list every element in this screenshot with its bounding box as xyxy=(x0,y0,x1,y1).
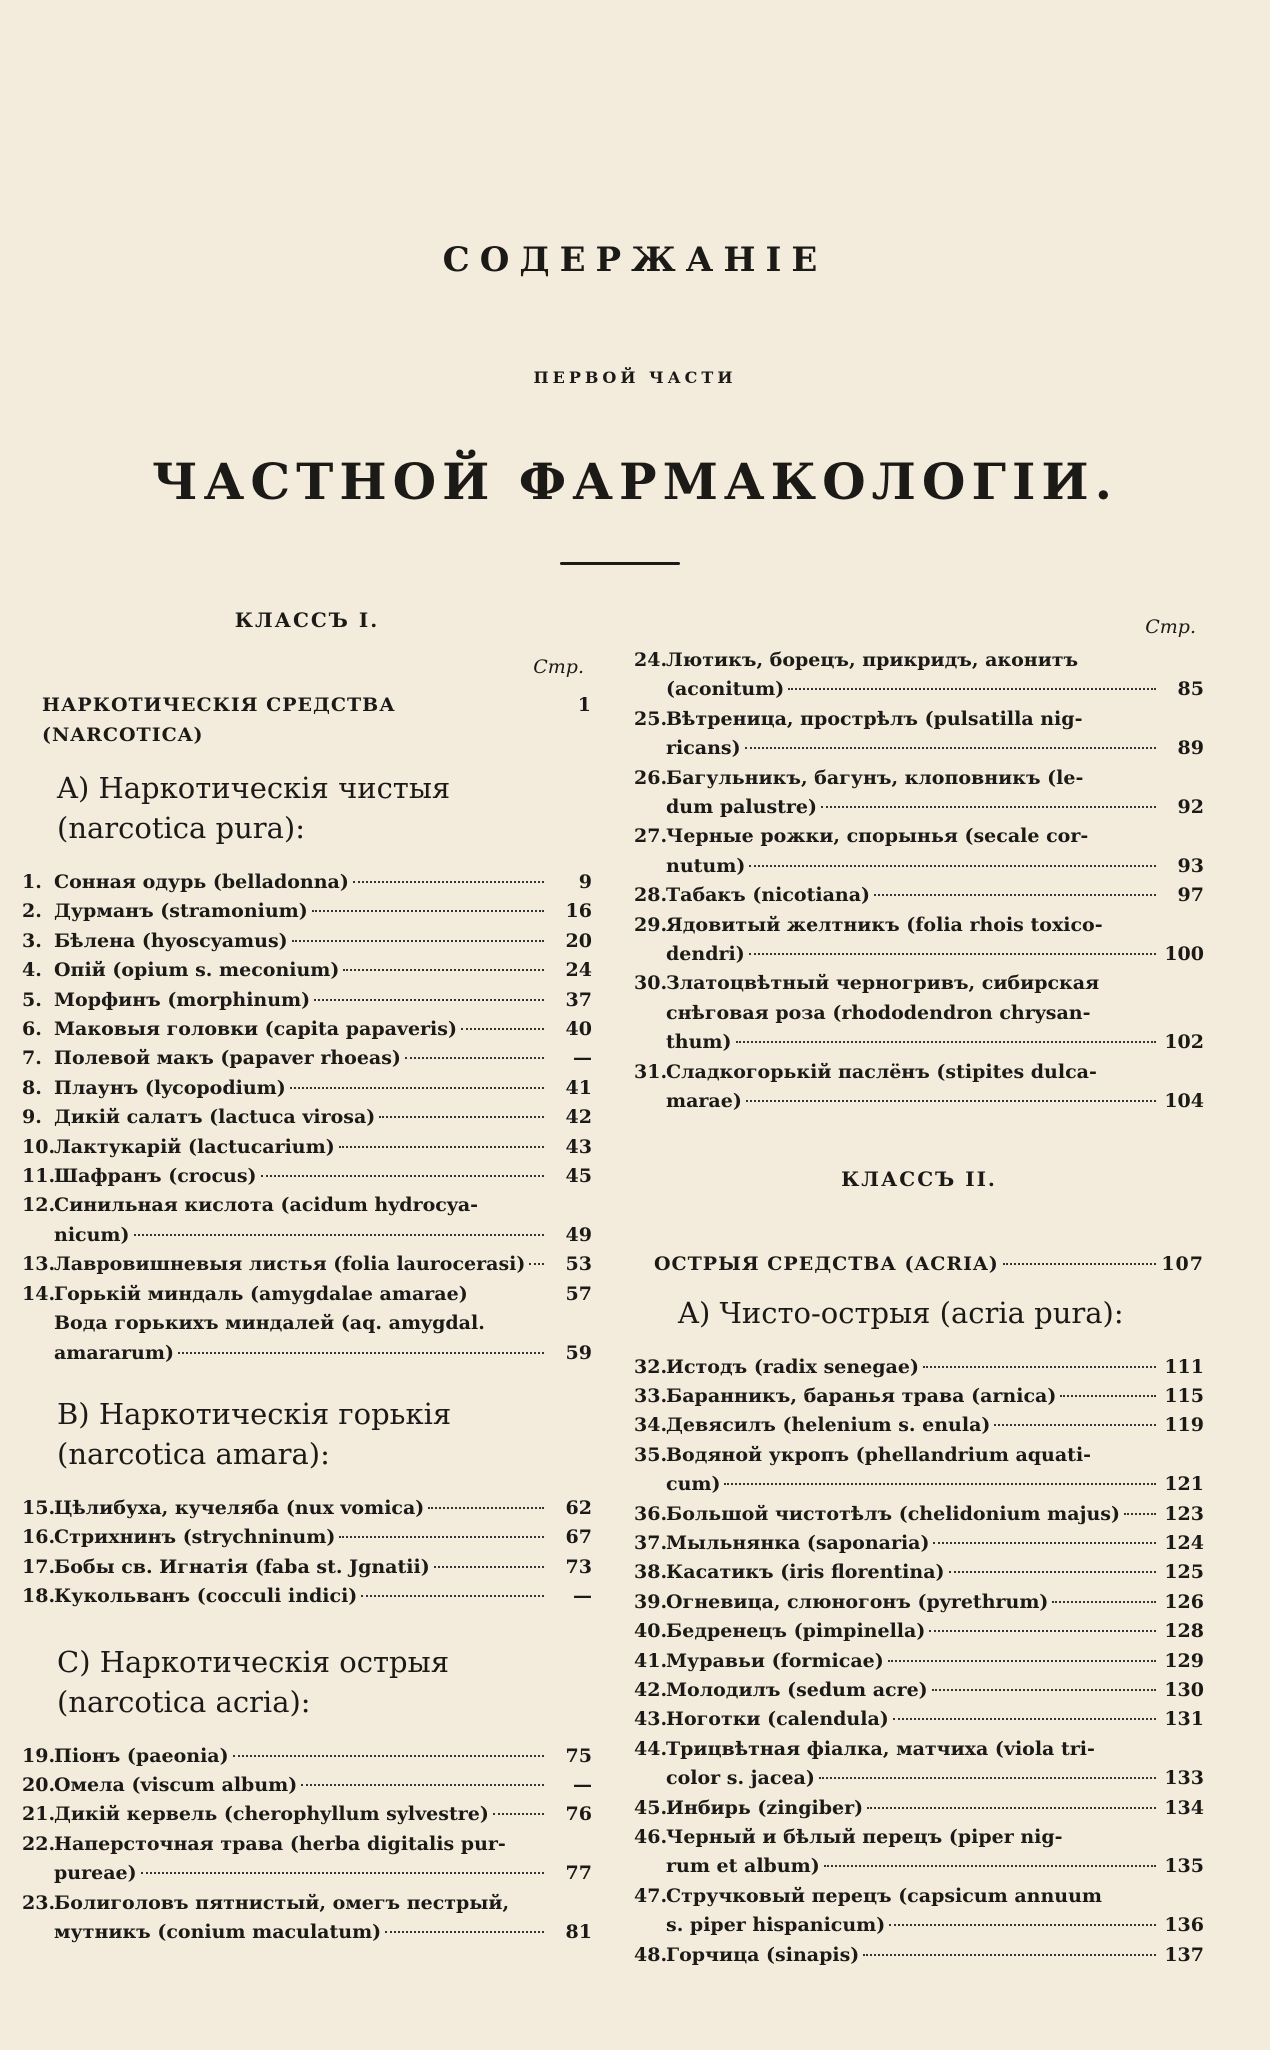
section-heading[interactable] xyxy=(42,690,592,750)
entry-page: 89 xyxy=(1177,737,1204,760)
entry-number: 20. xyxy=(22,1773,56,1796)
entry-page: 135 xyxy=(1164,1855,1204,1878)
toc-entry[interactable]: 35. Водяной укропъ (phellandrium aquati- cum) 121 xyxy=(634,1441,1204,1500)
class-heading: КЛАССЪ II. xyxy=(841,1166,997,1191)
entry-page: 59 xyxy=(565,1341,592,1364)
entry-text: Дурманъ (stramonium) xyxy=(54,900,308,923)
entry-text: Стрихнинъ (strychninum) xyxy=(54,1526,336,1549)
entry-text: Баранникъ, баранья трава (arnica) xyxy=(666,1384,1057,1407)
entry-number: 18. xyxy=(22,1585,56,1608)
entry-page: 123 xyxy=(1164,1502,1204,1525)
page-subtitle: ПЕРВОЙ ЧАСТИ xyxy=(533,368,737,387)
entry-text: Дикій салатъ (lactuca virosa) xyxy=(54,1106,376,1129)
entry-number: 16. xyxy=(22,1526,56,1549)
toc-entry[interactable]: 44. Трицвѣтная фіалка, матчиха (viola tri- color s. jacea) 133 xyxy=(634,1735,1204,1794)
entry-number: 6. xyxy=(22,1018,42,1041)
entry-page: 97 xyxy=(1177,884,1204,907)
entry-text: Багульникъ, багунъ, клоповникъ (le- xyxy=(666,766,1084,789)
toc-entry[interactable] xyxy=(634,1588,1204,1617)
toc-entry[interactable] xyxy=(634,1617,1204,1646)
entry-text: Муравьи (formicae) xyxy=(666,1649,884,1672)
toc-entry[interactable] xyxy=(634,1529,1204,1558)
entry-number: 38. xyxy=(634,1561,668,1584)
entry-text: Цѣлибуха, кучеляба (nux vomica) xyxy=(54,1496,425,1519)
subsection-heading: C) Наркотическія острыя (narcotica acria): xyxy=(57,1644,449,1719)
entry-number: 40. xyxy=(634,1620,668,1643)
toc-entry[interactable] xyxy=(22,1553,592,1582)
toc-entry[interactable] xyxy=(634,1382,1204,1411)
toc-entry[interactable]: 24. Лютикъ, борецъ, прикридъ, аконитъ (aconitum) 85 xyxy=(634,646,1204,705)
entry-number: 24. xyxy=(634,649,668,671)
toc-entry[interactable]: 28. Табакъ (nicotiana) 97 xyxy=(634,881,1204,910)
toc-entry[interactable]: 46. Черный и бѣлый перецъ (piper nig- rum et album) 135 xyxy=(634,1823,1204,1882)
entry-text: Полевой макъ (papaver rhoeas) xyxy=(54,1047,401,1070)
entry-page: 77 xyxy=(565,1862,592,1885)
toc-entry[interactable]: 12. Синильная кислота (acidum hydrocya- nicum) 49 xyxy=(22,1191,592,1250)
entry-text: Лютикъ, борецъ, прикридъ, аконитъ xyxy=(666,649,1079,671)
entry-page: 76 xyxy=(565,1803,592,1826)
entry-text: Ноготки (calendula) xyxy=(666,1708,889,1731)
toc-entry[interactable]: 25. Вѣтреница, прострѣлъ (pulsatilla nig- ricans) 89 xyxy=(634,705,1204,764)
entry-page: 93 xyxy=(1177,854,1204,877)
toc-left-column xyxy=(22,600,592,1947)
entry-page: 41 xyxy=(565,1076,592,1099)
entry-page: 62 xyxy=(565,1496,592,1519)
entry-page: 128 xyxy=(1164,1620,1204,1643)
entry-text: Большой чистотѣлъ (chelidonium majus) xyxy=(666,1502,1120,1525)
entry-text: Огневица, слюногонъ (pyrethrum) xyxy=(666,1590,1049,1613)
entry-page: 137 xyxy=(1164,1943,1204,1966)
entry-page: 125 xyxy=(1164,1561,1204,1584)
entry-number: 8. xyxy=(22,1076,42,1099)
entry-page: 53 xyxy=(565,1253,592,1276)
entry-text: Табакъ (nicotiana) xyxy=(666,884,871,907)
entry-page: 40 xyxy=(565,1018,592,1041)
entry-text: Бобы св. Игнатія (faba st. Jgnatii) xyxy=(54,1555,430,1578)
entry-page: 100 xyxy=(1164,943,1204,966)
entry-text: Дикій кервель (cherophyllum sylvestre) xyxy=(54,1803,489,1826)
entry-text: Касатикъ (iris florentina) xyxy=(666,1561,945,1584)
entry-number: 37. xyxy=(634,1531,668,1554)
ornament-divider xyxy=(560,562,680,565)
toc-entry[interactable] xyxy=(634,1353,1204,1382)
entry-number: 15. xyxy=(22,1496,56,1519)
entry-page: 42 xyxy=(565,1106,592,1129)
entry-number: 43. xyxy=(634,1708,668,1731)
section-label: ОСТРЫЯ СРЕДСТВА (ACRIA) xyxy=(654,1252,999,1275)
entry-number: 19. xyxy=(22,1744,56,1767)
entry-page: — xyxy=(573,1047,592,1070)
entry-text: Шафранъ (crocus) xyxy=(54,1165,257,1188)
entry-number: 25. xyxy=(634,707,668,730)
toc-entry[interactable] xyxy=(634,1558,1204,1587)
toc-entry[interactable] xyxy=(22,1133,592,1162)
toc-entry[interactable] xyxy=(22,1771,592,1800)
entry-page: 129 xyxy=(1164,1649,1204,1672)
entry-text: Бѣлена (hyoscyamus) xyxy=(54,929,288,952)
entry-page: 126 xyxy=(1164,1590,1204,1613)
entry-page: 111 xyxy=(1164,1355,1204,1378)
section-page: 1 xyxy=(577,694,592,716)
entry-text: Мыльнянка (saponaria) xyxy=(666,1531,930,1554)
entry-page: 37 xyxy=(565,988,592,1011)
entry-number: 33. xyxy=(634,1384,668,1407)
entry-number: 34. xyxy=(634,1414,668,1437)
entry-text: Кукольванъ (cocculi indici) xyxy=(54,1585,358,1608)
toc-entry[interactable] xyxy=(22,986,592,1015)
entry-text: Опій (opium s. meconium) xyxy=(54,959,340,982)
entry-page: 134 xyxy=(1164,1796,1204,1819)
entry-number: 1. xyxy=(22,871,42,893)
entry-page: 130 xyxy=(1164,1678,1204,1701)
entry-page: 119 xyxy=(1164,1414,1204,1437)
toc-entry[interactable]: 48. Горчица (sinapis) 137 xyxy=(634,1941,1204,1970)
entry-text: Синильная кислота (acidum hydrocya- xyxy=(54,1194,479,1217)
entry-page: 121 xyxy=(1164,1473,1204,1496)
entry-number: 21. xyxy=(22,1803,56,1826)
entry-text: Лавровишневыя листья (folia laurocerasi) xyxy=(54,1253,526,1276)
toc-entry[interactable] xyxy=(634,1411,1204,1440)
entry-number: 9. xyxy=(22,1106,42,1129)
entry-number: 17. xyxy=(22,1555,56,1578)
entry-page: — xyxy=(573,1585,592,1608)
entry-text: Инбирь (zingiber) xyxy=(666,1796,864,1819)
entry-text: Горчица (sinapis) xyxy=(666,1943,860,1966)
page-title: СОДЕРЖАНІЕ xyxy=(442,240,828,280)
entry-text: Сонная одурь (belladonna) xyxy=(54,871,349,893)
toc-entry[interactable] xyxy=(22,897,592,926)
entry-text: Плаунъ (lycopodium) xyxy=(54,1076,286,1099)
entry-text: Маковыя головки (capita papaveris) xyxy=(54,1018,457,1041)
entry-page: 24 xyxy=(565,959,592,982)
toc-entry[interactable] xyxy=(22,868,592,897)
entry-text: Бедренецъ (pimpinella) xyxy=(666,1620,926,1643)
entry-number: 26. xyxy=(634,766,668,789)
section-label: НАРКОТИЧЕСКІЯ СРЕДСТВА (NARCOTICA) xyxy=(42,694,396,746)
toc-right-column xyxy=(634,612,1204,1970)
toc-entry[interactable] xyxy=(22,1074,592,1103)
entry-text: Девясилъ (helenium s. enula) xyxy=(666,1414,991,1437)
toc-entry[interactable]: 26. Багульникъ, багунъ, клоповникъ (le- dum palustre) 92 xyxy=(634,764,1204,823)
page-column-heading: Стр. xyxy=(1145,616,1196,638)
entry-page: — xyxy=(573,1773,592,1796)
toc-entry[interactable] xyxy=(22,927,592,956)
toc-entry[interactable]: 30. Златоцвѣтный черногривъ, сибирская снѣговая роза (rhododendron chrysan- thum) 102 xyxy=(634,969,1204,1057)
entry-text: Истодъ (radix senegae) xyxy=(666,1355,919,1378)
toc-entry[interactable]: 14. Горькій миндаль (amygdalae amarae) 57 Вода горькихъ миндалей (aq. amygdal. amararum) 59 xyxy=(22,1280,592,1368)
entry-page: 73 xyxy=(565,1555,592,1578)
entry-number: 11. xyxy=(22,1165,56,1188)
entry-page: 102 xyxy=(1164,1031,1204,1054)
entry-page: 81 xyxy=(565,1920,592,1943)
subsection-heading: A) Чисто-острыя (acria pura): xyxy=(678,1295,1124,1330)
entry-page: 131 xyxy=(1164,1708,1204,1731)
toc-entry[interactable] xyxy=(634,1705,1204,1734)
entry-number: 2. xyxy=(22,900,42,923)
entry-page: 75 xyxy=(565,1744,592,1767)
entry-number: 5. xyxy=(22,988,42,1011)
entry-number: 10. xyxy=(22,1135,56,1158)
entry-text: Черные рожки, спорынья (secale cor- xyxy=(666,825,1089,848)
subsection-heading: A) Наркотическія чистыя (narcotica pura): xyxy=(57,771,451,845)
toc-entry[interactable] xyxy=(22,1494,592,1523)
toc-entry[interactable]: 29. Ядовитый желтникъ (folia rhois toxico- dendri) 100 xyxy=(634,911,1204,970)
toc-entry[interactable] xyxy=(22,1044,592,1073)
entry-number: 41. xyxy=(634,1649,668,1672)
subsection-heading: B) Наркотическія горькія (narcotica amara): xyxy=(57,1396,452,1471)
entry-text: Молодилъ (sedum acre) xyxy=(666,1678,928,1701)
toc-entry[interactable] xyxy=(22,1800,592,1829)
entry-number: 27. xyxy=(634,825,668,848)
entry-number: 3. xyxy=(22,929,42,952)
entry-number: 36. xyxy=(634,1502,668,1525)
toc-entry[interactable] xyxy=(634,1500,1204,1529)
toc-entry[interactable]: 27. Черные рожки, спорынья (secale cor- nutum) 93 xyxy=(634,822,1204,881)
toc-entry[interactable] xyxy=(634,1676,1204,1705)
entry-page: 104 xyxy=(1164,1090,1204,1113)
toc-entry[interactable] xyxy=(22,956,592,985)
section-page: 107 xyxy=(1161,1252,1204,1275)
entry-page: 16 xyxy=(565,900,592,923)
entry-page: 43 xyxy=(565,1135,592,1158)
entry-number: 7. xyxy=(22,1047,42,1070)
entry-text: Піонъ (paeonia) xyxy=(54,1744,229,1767)
entry-number: 39. xyxy=(634,1590,668,1613)
toc-entry[interactable]: 45. Инбирь (zingiber) 134 xyxy=(634,1794,1204,1823)
entry-text: Омела (viscum album) xyxy=(54,1773,298,1796)
entry-page: 136 xyxy=(1164,1914,1204,1937)
entry-number: 32. xyxy=(634,1355,668,1378)
entry-number: 4. xyxy=(22,959,42,982)
entry-page: 133 xyxy=(1164,1767,1204,1790)
class-heading: КЛАССЪ I. xyxy=(234,608,380,632)
toc-entry[interactable]: 22. Наперсточная трава (herba digitalis pur- pureae) 77 xyxy=(22,1830,592,1889)
toc-entry[interactable] xyxy=(22,1523,592,1552)
toc-entry[interactable] xyxy=(22,1015,592,1044)
entry-page: 85 xyxy=(1177,678,1204,701)
entry-page: 115 xyxy=(1164,1384,1204,1407)
toc-entry[interactable] xyxy=(22,1582,592,1611)
toc-entry[interactable] xyxy=(634,1647,1204,1676)
entry-text: Вѣтреница, прострѣлъ (pulsatilla nig- xyxy=(666,707,1083,730)
entry-number: 42. xyxy=(634,1678,668,1701)
page-main-title: ЧАСТНОЙ ФАРМАКОЛОГІИ. xyxy=(151,452,1118,511)
toc-entry[interactable]: 47. Стручковый перецъ (capsicum annuum s. piper hispanicum) 136 xyxy=(634,1882,1204,1941)
entry-page: 67 xyxy=(565,1526,592,1549)
entry-page: 9 xyxy=(578,871,592,893)
entry-page: 45 xyxy=(565,1165,592,1188)
page-column-heading: Стр. xyxy=(533,656,584,678)
entry-page: 20 xyxy=(565,929,592,952)
toc-entry[interactable]: 31. Сладкогорькій паслёнъ (stipites dulca- marae) 104 xyxy=(634,1058,1204,1117)
entry-text: Лактукарій (lactucarium) xyxy=(54,1135,335,1158)
toc-entry[interactable]: 13. Лавровишневыя листья (folia laurocerasi) 53 xyxy=(22,1250,592,1279)
toc-entry[interactable] xyxy=(22,1162,592,1191)
toc-entry[interactable] xyxy=(22,1742,592,1771)
entry-page: 49 xyxy=(565,1223,592,1246)
entry-page: 57 xyxy=(565,1282,592,1305)
toc-entry[interactable] xyxy=(22,1103,592,1132)
toc-entry[interactable]: 23. Болиголовъ пятнистый, омегъ пестрый, мутникъ (conium maculatum) 81 xyxy=(22,1889,592,1948)
entry-text: Морфинъ (morphinum) xyxy=(54,988,311,1011)
entry-page: 92 xyxy=(1177,796,1204,819)
entry-page: 124 xyxy=(1164,1531,1204,1554)
section-heading[interactable] xyxy=(654,1249,1204,1279)
